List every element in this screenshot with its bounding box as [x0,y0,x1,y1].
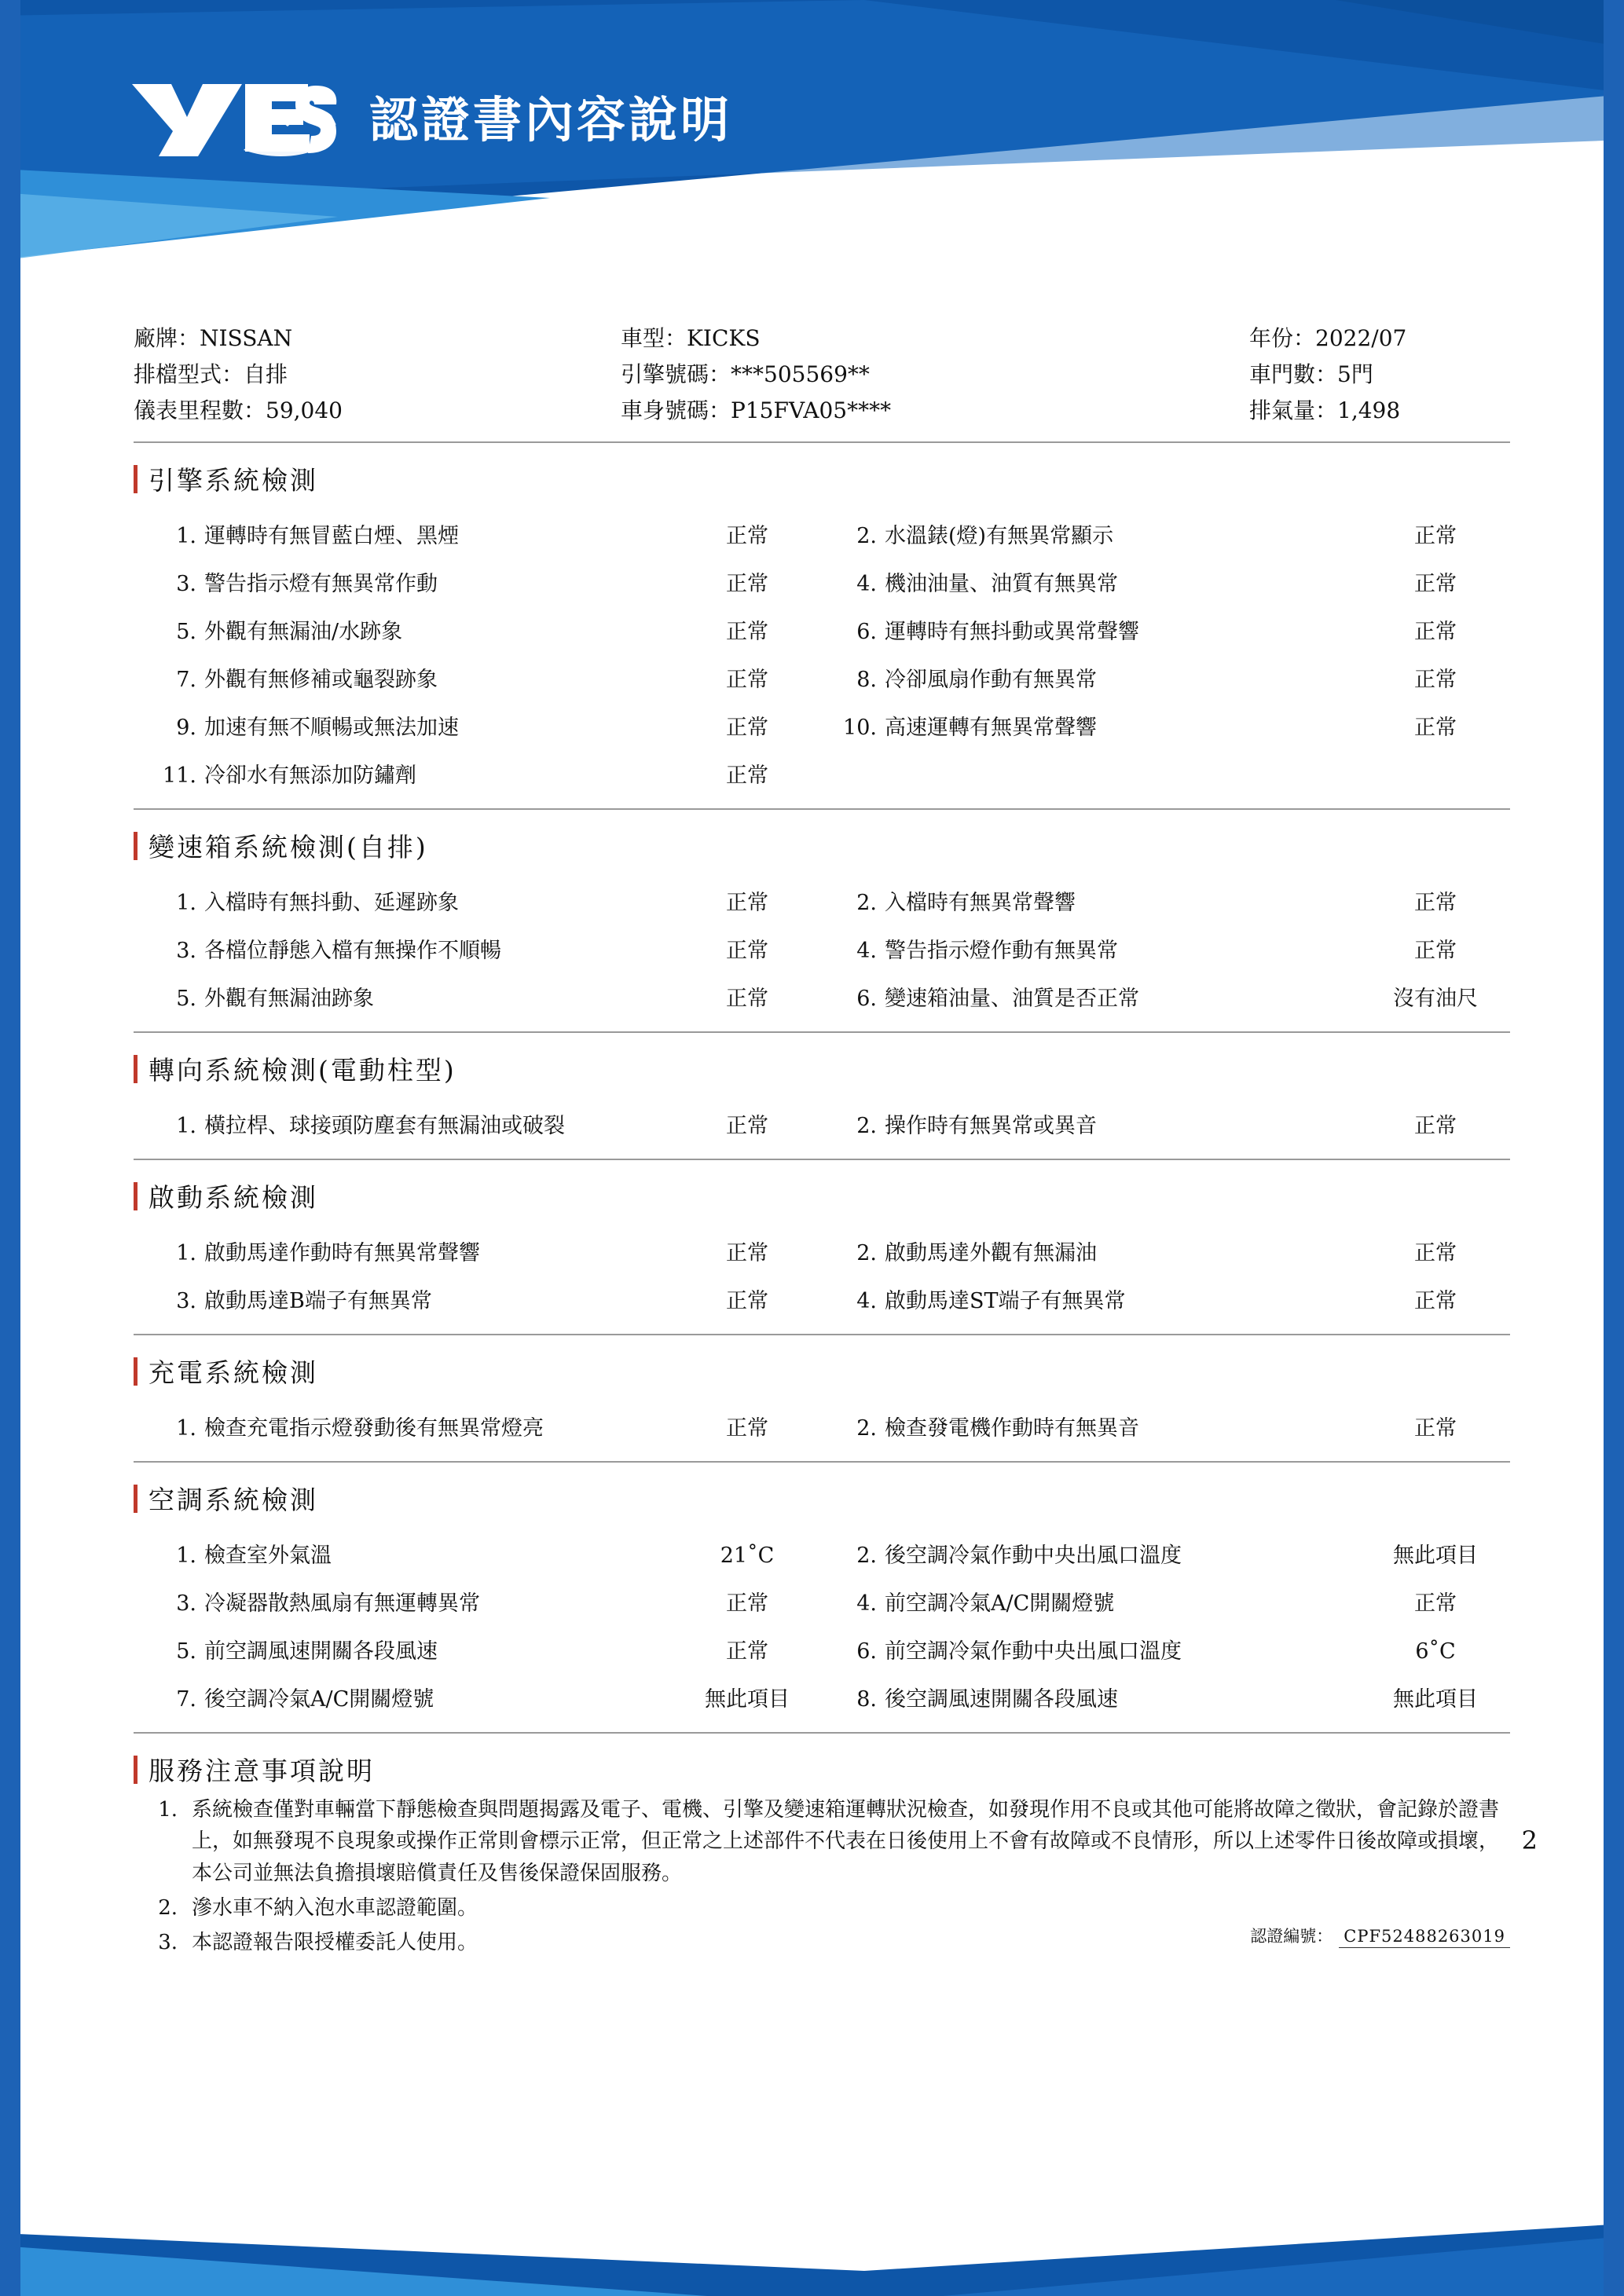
inspection-item [822,662,1510,693]
inspection-item [822,885,1510,916]
item-row [134,1100,1510,1148]
inspection-item [822,1108,1510,1139]
item-number: 3. [176,1289,196,1313]
vehicle-door-count: 車門數：5門 [1249,361,1373,387]
section-items [134,502,1510,810]
item-number: 1. [176,891,196,915]
vehicle-brand: 廠牌：NISSAN [134,325,293,351]
item-value: 正常 [1414,1114,1457,1138]
item-row [134,1529,1510,1577]
section-header [134,443,1510,502]
item-label: 各檔位靜態入檔有無操作不順暢 [204,939,501,963]
item-label: 冷卻風扇作動有無異常 [885,668,1097,692]
section-header [134,1463,1510,1522]
section-accent-bar [134,1055,137,1083]
section-items [134,869,1510,1033]
item-value: 正常 [726,1241,768,1265]
inspection-item [134,614,822,645]
item-value: 正常 [726,620,768,644]
vehicle-vin: 車身號碼：P15FVA05**** [621,397,892,423]
left-edge-bar [0,0,20,2296]
item-number: 7. [176,1687,196,1712]
item-value: 正常 [726,891,768,915]
item-number: 2. [856,891,877,915]
section-title: 啟動系統檢測 [148,1182,318,1213]
item-label: 後空調冷氣A/C開關燈號 [204,1687,434,1712]
item-number: 1. [176,524,196,548]
item-label: 運轉時有無抖動或異常聲響 [885,620,1139,644]
item-number: 5. [176,1639,196,1664]
item-row [134,1402,1510,1450]
item-label: 冷凝器散熱風扇有無運轉異常 [204,1591,480,1616]
item-label: 前空調風速開關各段風速 [204,1639,438,1664]
inspection-item [134,885,822,916]
inspection-item [822,566,1510,597]
vehicle-displacement: 排氣量：1,498 [1249,397,1401,423]
item-value: 正常 [726,939,768,963]
item-number: 4. [856,1591,877,1616]
item-label: 警告指示燈作動有無異常 [885,939,1118,963]
section-title: 充電系統檢測 [148,1357,318,1388]
item-number: 4. [856,939,877,963]
section-accent-bar [134,1357,137,1386]
item-row [134,701,1510,749]
section-accent-bar [134,1182,137,1210]
item-value: 正常 [1414,716,1457,740]
item-value: 正常 [1414,1591,1457,1616]
item-label: 冷卻水有無添加防鏽劑 [204,764,416,788]
section-items [134,1522,1510,1734]
section-title: 引擎系統檢測 [148,465,318,496]
vehicle-info-block [134,320,1510,443]
item-row [134,749,1510,797]
item-value: 沒有油尺 [1393,987,1478,1011]
section-title: 變速箱系統檢測(自排) [148,832,428,862]
item-value: 正常 [726,1416,768,1441]
inspection-item [822,1236,1510,1266]
section-header [134,810,1510,869]
item-value: 正常 [1414,1241,1457,1265]
section-header [134,1033,1510,1092]
item-value: 正常 [726,1289,768,1313]
item-number: 6. [856,1639,877,1664]
inspection-item [822,981,1510,1012]
item-label: 運轉時有無冒藍白煙、黑煙 [204,524,459,548]
inspection-item [822,1283,1510,1314]
item-label: 後空調冷氣作動中央出風口溫度 [885,1543,1182,1568]
item-number: 2. [856,524,877,548]
inspection-item [134,1586,822,1617]
vehicle-model: 車型：KICKS [621,325,761,351]
section-title: 轉向系統檢測(電動柱型) [148,1055,456,1086]
inspection-item [134,1682,822,1712]
page-body [0,320,1624,1955]
item-row [134,925,1510,972]
item-value: 無此項目 [1393,1543,1478,1568]
note-item [134,1792,1510,1891]
item-value: 6˚C [1415,1639,1456,1664]
item-label: 檢查室外氣溫 [204,1543,332,1568]
item-number: 3. [176,939,196,963]
item-value: 正常 [1414,620,1457,644]
item-value: 正常 [1414,572,1457,596]
item-number: 3. [176,1591,196,1616]
page-title: 認證書內容說明 [369,91,733,148]
inspection-item [822,1634,1510,1664]
section-title: 空調系統檢測 [148,1485,318,1515]
item-value: 無此項目 [705,1687,790,1712]
item-label: 入檔時有無抖動、延遲跡象 [204,891,459,915]
inspection-item [822,933,1510,964]
item-label: 高速運轉有無異常聲響 [885,716,1097,740]
inspection-item [822,518,1510,549]
vehicle-transmission: 排檔型式：自排 [134,361,288,387]
item-label: 前空調冷氣A/C開關燈號 [885,1591,1115,1616]
item-label: 操作時有無異常或異音 [885,1114,1097,1138]
item-label: 變速箱油量、油質是否正常 [885,987,1139,1011]
inspection-item [134,1108,822,1139]
item-row [134,654,1510,701]
page-footer [0,2178,1624,2296]
page-header [0,0,1624,306]
inspection-item [822,1538,1510,1569]
item-label: 啟動馬達作動時有無異常聲響 [204,1241,480,1265]
item-label: 警告指示燈有無異常作動 [204,572,438,596]
item-label: 加速有無不順暢或無法加速 [204,716,459,740]
page-number: 2 [1521,1825,1538,1856]
item-row [134,1577,1510,1625]
note-number: 2. [158,1895,178,1920]
item-number: 8. [856,668,877,692]
item-label: 啟動馬達ST端子有無異常 [885,1289,1126,1313]
item-label: 外觀有無漏油/水跡象 [204,620,403,644]
item-value: 正常 [726,987,768,1011]
item-number: 1. [176,1241,196,1265]
certificate-number: CPF52488263019 [1339,1927,1510,1948]
inspection-item [134,1634,822,1664]
inspection-item [134,662,822,693]
item-number: 1. [176,1543,196,1568]
item-label: 機油油量、油質有無異常 [885,572,1118,596]
item-value: 正常 [1414,668,1457,692]
item-value: 正常 [726,1591,768,1616]
item-value: 正常 [726,716,768,740]
section-accent-bar [134,1756,137,1784]
item-number: 2. [856,1114,877,1138]
inspection-item [822,614,1510,645]
item-number: 2. [856,1241,877,1265]
yes-logo [126,75,338,157]
item-number: 2. [856,1416,877,1441]
inspection-item [134,981,822,1012]
section-transmission [134,810,1510,1033]
section-header [134,1734,1510,1792]
section-service-notes [134,1734,1510,1792]
inspection-item [134,1411,822,1441]
section-engine [134,443,1510,810]
item-number: 3. [176,572,196,596]
item-value: 正常 [726,1639,768,1664]
section-accent-bar [134,1485,137,1513]
certificate-label: 認證編號： [1250,1927,1333,1946]
section-header [134,1160,1510,1219]
section-air-conditioning [134,1463,1510,1734]
item-value: 正常 [726,1114,768,1138]
inspection-item [134,1538,822,1569]
item-value: 正常 [1414,524,1457,548]
section-items [134,1092,1510,1160]
item-value: 無此項目 [1393,1687,1478,1712]
inspection-item [134,1236,822,1266]
item-number: 4. [856,572,877,596]
section-starter [134,1160,1510,1335]
item-row [134,1275,1510,1323]
inspection-item [822,1411,1510,1441]
item-row [134,558,1510,606]
item-row [134,1625,1510,1673]
item-value: 正常 [1414,939,1457,963]
right-edge-bar [1604,0,1624,2296]
note-item [134,1891,1510,1925]
item-row [134,510,1510,558]
vehicle-engine-number: 引擎號碼：***505569** [621,361,870,387]
item-value: 21˚C [720,1543,775,1568]
item-label: 前空調冷氣作動中央出風口溫度 [885,1639,1182,1664]
item-value: 正常 [1414,1416,1457,1441]
note-text: 本認證報告限授權委託人使用。 [192,1931,478,1955]
item-number: 5. [176,620,196,644]
section-title: 服務注意事項說明 [148,1756,375,1786]
item-number: 4. [856,1289,877,1313]
item-number: 5. [176,987,196,1011]
inspection-item [134,758,822,789]
item-label: 入檔時有無異常聲響 [885,891,1076,915]
item-number: 6. [856,987,877,1011]
vehicle-info-row [134,357,1510,393]
item-number: 7. [176,668,196,692]
vehicle-mileage: 儀表里程數：59,040 [134,397,343,423]
item-row [134,1227,1510,1275]
section-items [134,1394,1510,1463]
item-row [134,877,1510,925]
item-number: 1. [176,1114,196,1138]
footer-background-graphic [0,2178,1624,2296]
item-number: 11. [163,764,196,788]
item-row [134,972,1510,1020]
section-items [134,1219,1510,1335]
item-number: 6. [856,620,877,644]
inspection-item [134,933,822,964]
vehicle-year: 年份：2022/07 [1249,325,1407,351]
inspection-item [134,566,822,597]
item-row [134,1673,1510,1721]
inspection-item [134,518,822,549]
vehicle-info-row [134,393,1510,429]
inspection-item [134,1283,822,1314]
inspection-item [822,710,1510,741]
inspection-item [822,1586,1510,1617]
item-number: 1. [176,1416,196,1441]
item-value: 正常 [1414,891,1457,915]
item-label: 橫拉桿、球接頭防塵套有無漏油或破裂 [204,1114,565,1138]
item-label: 啟動馬達B端子有無異常 [204,1289,432,1313]
item-label: 檢查發電機作動時有無異音 [885,1416,1139,1441]
item-number: 2. [856,1543,877,1568]
inspection-item [134,710,822,741]
item-number: 9. [176,716,196,740]
item-number: 8. [856,1687,877,1712]
item-number: 10. [843,716,877,740]
note-text: 滲水車不納入泡水車認證範圍。 [192,1895,478,1920]
section-accent-bar [134,465,137,493]
section-header [134,1335,1510,1394]
note-number: 1. [158,1798,178,1822]
item-label: 啟動馬達外觀有無漏油 [885,1241,1097,1265]
item-value: 正常 [726,524,768,548]
item-value: 正常 [726,668,768,692]
note-text: 系統檢查僅對車輛當下靜態檢查與問題揭露及電子、電機、引擎及變速箱運轉狀況檢查，如發現作用不良或其他可能將故障之徵狀，會記錄於證書上，如無發現不良現象或操作正常則會標示正常，但正常之上述部件不代表在日後使用上不會有故障或不良情形，所以上述零件日後故障或損壞，本公司並無法負擔損壞賠償責任及售後保證保固服務。 [192,1798,1500,1885]
section-steering [134,1033,1510,1160]
item-label: 水溫錶(燈)有無異常顯示 [885,524,1114,548]
item-value: 正常 [726,764,768,788]
item-label: 檢查充電指示燈發動後有無異常燈亮 [204,1416,544,1441]
item-label: 外觀有無漏油跡象 [204,987,374,1011]
item-value: 正常 [1414,1289,1457,1313]
section-accent-bar [134,832,137,860]
item-row [134,606,1510,654]
note-number: 3. [158,1931,178,1955]
vehicle-info-row [134,320,1510,357]
inspection-item [822,1682,1510,1712]
item-value: 正常 [726,572,768,596]
section-charging [134,1335,1510,1463]
item-label: 後空調風速開關各段風速 [885,1687,1118,1712]
item-label: 外觀有無修補或龜裂跡象 [204,668,438,692]
